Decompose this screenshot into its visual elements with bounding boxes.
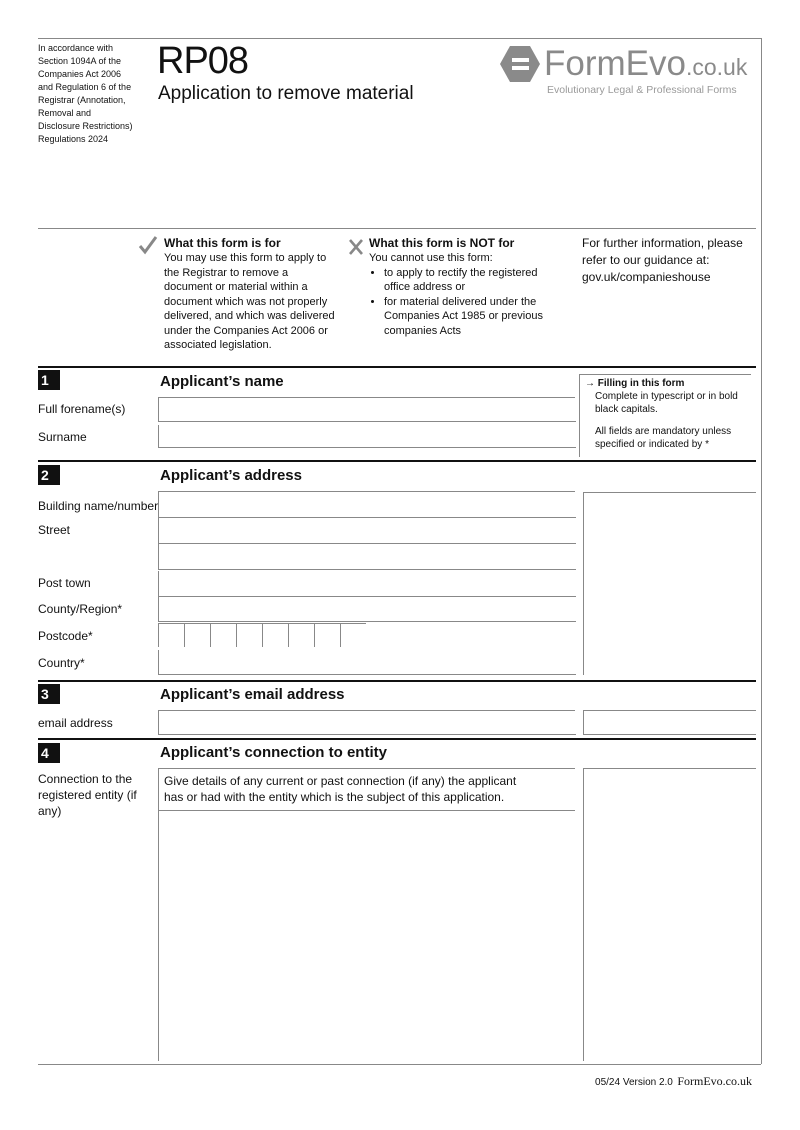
county-field[interactable] — [158, 597, 576, 622]
postcode-box[interactable] — [314, 623, 340, 647]
checkmark-icon — [138, 235, 158, 255]
street-field-line-2[interactable] — [158, 544, 576, 570]
side-box-border-bottom — [583, 734, 756, 735]
footer-brand: FormEvo.co.uk — [677, 1074, 752, 1088]
section-4-rule — [38, 738, 756, 740]
section-1-title: Applicant’s name — [160, 373, 284, 390]
side-box-border-top — [583, 768, 756, 769]
postcode-box[interactable] — [288, 623, 314, 647]
filling-in-note: → Filling in this form Complete in typescript or in bold black capitals. All fields are mandatory unless specified or indicated by * — [585, 378, 738, 450]
county-label: County/Region* — [38, 602, 123, 616]
post-town-label: Post town — [38, 576, 91, 590]
footer-version: 05/24 Version 2.0 — [595, 1077, 673, 1088]
post-town-field[interactable] — [158, 571, 576, 597]
surname-label: Surname — [38, 430, 87, 444]
list-item: • to apply to rectify the registered office address or — [384, 266, 549, 295]
note-border — [579, 374, 580, 457]
forenames-field[interactable] — [158, 398, 576, 422]
postcode-box[interactable] — [158, 623, 184, 647]
section-2-title: Applicant’s address — [160, 467, 302, 484]
street-label: Street — [38, 523, 71, 537]
form-not-for-title: What this form is NOT for — [369, 236, 515, 250]
section-3-rule — [38, 680, 756, 682]
legal-basis: In accordance with Section 1094A of the Companies Act 2006 and Regulation 6 of the Registrar (Annotation, Removal and Disclosure Restrictions) Regulations 2024 — [38, 43, 133, 144]
connection-field[interactable] — [159, 811, 575, 1061]
intro-divider — [38, 228, 756, 229]
postcode-label: Postcode* — [38, 629, 93, 643]
postcode-box[interactable] — [262, 623, 288, 647]
section-2-rule — [38, 460, 756, 462]
forenames-label: Full forename(s) — [38, 402, 126, 416]
postcode-box[interactable] — [340, 623, 366, 647]
section-1-rule — [38, 366, 756, 368]
form-not-for — [369, 236, 549, 338]
email-field[interactable] — [158, 711, 576, 735]
cross-icon — [348, 238, 364, 256]
form-purpose-title: What this form is for — [164, 236, 281, 250]
side-box-border — [583, 711, 584, 734]
side-box-border-top — [583, 710, 756, 711]
list-item: • for material delivered under the Companies Act 1985 or previous companies Acts — [384, 295, 549, 339]
note-border-top — [579, 374, 751, 375]
field-rule — [158, 768, 575, 769]
postcode-box[interactable] — [210, 623, 236, 647]
logo-wordmark: FormEvo.co.uk — [544, 44, 748, 83]
form-title: Application to remove material — [158, 83, 414, 104]
section-1-number: 1 — [38, 370, 60, 390]
connection-instructions: Give details of any current or past connection (if any) the applicant has or had with the entity which is the subject of this application. — [164, 774, 517, 804]
further-information: For further information, please refer to our guidance at: gov.uk/companieshouse — [582, 236, 743, 284]
arrow-right-icon: → — [585, 378, 595, 389]
country-label: Country* — [38, 656, 85, 670]
form-code: RP08 — [157, 40, 249, 82]
connection-label: Connection to the registered entity (if any) — [38, 772, 137, 818]
country-field[interactable] — [158, 650, 576, 675]
email-label: email address — [38, 716, 113, 730]
right-border — [761, 38, 762, 1064]
postcode-box[interactable] — [236, 623, 262, 647]
section-4-title: Applicant’s connection to entity — [160, 744, 387, 761]
top-border — [38, 38, 761, 39]
street-field[interactable] — [158, 518, 576, 544]
form-purpose-body: You may use this form to apply to the Registrar to remove a document or material within a document which was not properly delivered, and which was delivered under the Companies Act 2006 or associated legislation. — [164, 252, 335, 351]
form-not-for-intro: You cannot use this form: — [369, 252, 493, 264]
building-label: Building name/number — [38, 499, 159, 513]
surname-field[interactable] — [158, 425, 576, 448]
side-box-border — [583, 492, 584, 675]
bottom-border — [38, 1064, 761, 1065]
side-box-border — [583, 769, 584, 1061]
formevo-logo-icon — [500, 44, 540, 84]
postcode-box[interactable] — [184, 623, 210, 647]
section-4-number: 4 — [38, 743, 60, 763]
form-purpose — [164, 236, 339, 353]
section-2-number: 2 — [38, 465, 60, 485]
section-3-title: Applicant’s email address — [160, 686, 345, 703]
logo-tagline: Evolutionary Legal & Professional Forms — [547, 84, 737, 96]
building-field[interactable] — [158, 492, 576, 518]
formevo-logo — [500, 44, 756, 100]
side-box-border-top — [583, 492, 756, 493]
section-3-number: 3 — [38, 684, 60, 704]
footer — [595, 1072, 752, 1090]
